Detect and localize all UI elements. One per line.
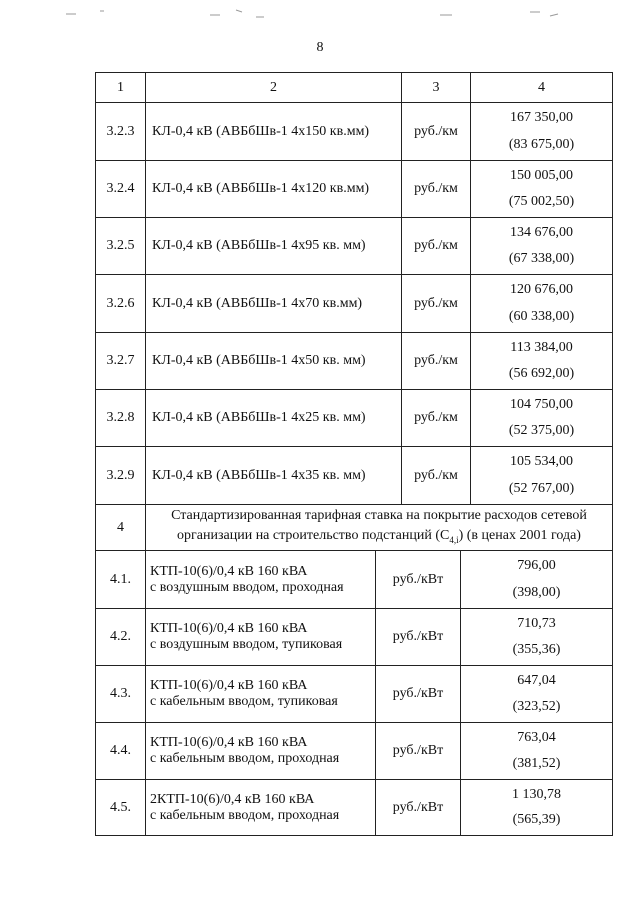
price-value-secondary: (398,00) xyxy=(512,584,561,600)
row-unit: руб./км xyxy=(402,390,471,446)
row-price xyxy=(461,723,612,779)
row-description xyxy=(146,780,376,835)
description-line-2: с кабельным вводом, тупиковая xyxy=(150,694,338,709)
description-line-1: КТП-10(6)/0,4 кВ 160 кВА xyxy=(150,678,308,693)
table-row xyxy=(96,390,612,447)
row-description xyxy=(146,666,376,722)
description-line-2: с воздушным вводом, тупиковая xyxy=(150,637,343,652)
header-col-3: 3 xyxy=(402,73,471,102)
row-price xyxy=(471,218,612,274)
row-price xyxy=(471,103,612,160)
price-value-secondary: (60 338,00) xyxy=(508,308,575,324)
price-value-secondary: (565,39) xyxy=(512,812,561,828)
description-line-1: КТП-10(6)/0,4 кВ 160 кВА xyxy=(150,735,308,750)
price-value-secondary: (67 338,00) xyxy=(508,251,575,266)
price-value: 167 350,00 xyxy=(510,110,573,126)
row-description: КЛ-0,4 кВ (АВБбШв-1 4х95 кв. мм) xyxy=(146,218,402,274)
row-price xyxy=(471,333,612,389)
table-row xyxy=(96,333,612,390)
row-description: КЛ-0,4 кВ (АВБбШв-1 4х25 кв. мм) xyxy=(146,390,402,446)
section-title-subscript: 4,i xyxy=(449,534,459,545)
row-description: КЛ-0,4 кВ (АВБбШв-1 4х50 кв. мм) xyxy=(146,333,402,389)
price-value-secondary: (323,52) xyxy=(512,699,561,714)
row-price xyxy=(471,390,612,446)
price-value: 150 005,00 xyxy=(510,168,573,183)
description-line-1: КТП-10(6)/0,4 кВ 160 кВА xyxy=(150,621,308,636)
description-line-1: КТП-10(6)/0,4 кВ 160 кВА xyxy=(150,563,308,579)
price-value: 104 750,00 xyxy=(510,397,573,412)
page-number: 8 xyxy=(316,40,324,55)
row-unit: руб./кВт xyxy=(376,723,461,779)
header-col-1: 1 xyxy=(96,73,146,102)
row-unit: руб./км xyxy=(402,218,471,274)
row-unit: руб./кВт xyxy=(376,666,461,722)
price-value-secondary: (56 692,00) xyxy=(508,366,575,381)
table-row xyxy=(96,103,612,161)
table-row xyxy=(96,723,612,780)
row-unit: руб./кВт xyxy=(376,551,461,608)
row-unit: руб./км xyxy=(402,161,471,217)
row-description xyxy=(146,723,376,779)
row-unit: руб./км xyxy=(402,333,471,389)
row-number: 3.2.5 xyxy=(96,218,146,274)
section-title-text: организации на строительство подстанций (С xyxy=(177,527,450,543)
row-price xyxy=(461,666,612,722)
row-price xyxy=(471,161,612,217)
row-unit: руб./км xyxy=(402,275,471,332)
row-number: 4.1. xyxy=(96,551,146,608)
row-unit: руб./кВт xyxy=(376,609,461,665)
description-line-2: с кабельным вводом, проходная xyxy=(150,751,340,766)
row-number: 3.2.7 xyxy=(96,333,146,389)
description-line-2: с воздушным вводом, проходная xyxy=(150,579,344,595)
price-value: 105 534,00 xyxy=(510,454,573,470)
price-value: 134 676,00 xyxy=(510,225,573,240)
description-line-2: с кабельным вводом, проходная xyxy=(150,807,340,823)
header-col-4: 4 xyxy=(538,79,545,95)
price-value: 710,73 xyxy=(517,616,556,631)
price-value: 1 130,78 xyxy=(512,786,561,802)
row-number: 4.4. xyxy=(96,723,146,779)
section-number: 4 xyxy=(96,505,146,550)
scan-artifact-marks xyxy=(60,6,580,20)
row-price xyxy=(461,551,612,608)
row-description xyxy=(146,609,376,665)
price-value-secondary: (52 767,00) xyxy=(508,480,575,496)
price-value: 113 384,00 xyxy=(510,340,573,355)
row-number: 4.2. xyxy=(96,609,146,665)
row-price xyxy=(461,780,612,835)
table-row xyxy=(96,275,612,333)
table-row xyxy=(96,161,612,218)
table-row xyxy=(96,666,612,723)
price-value-secondary: (83 675,00) xyxy=(508,136,575,152)
price-value-secondary: (381,52) xyxy=(512,756,561,771)
row-number: 3.2.8 xyxy=(96,390,146,446)
table-row xyxy=(96,551,612,609)
table-header-row xyxy=(96,73,612,103)
section-title-line-1: Стандартизированная тарифная ставка на покрытие расходов сетевой xyxy=(171,507,587,523)
row-price xyxy=(471,447,612,504)
row-number: 4.3. xyxy=(96,666,146,722)
row-price xyxy=(461,609,612,665)
row-number: 3.2.3 xyxy=(96,103,146,160)
row-number: 3.2.4 xyxy=(96,161,146,217)
tariff-table xyxy=(95,72,613,836)
price-value-secondary: (355,36) xyxy=(512,642,561,657)
table-row xyxy=(96,447,612,505)
row-number: 3.2.9 xyxy=(96,447,146,504)
table-row xyxy=(96,218,612,275)
price-value: 763,04 xyxy=(517,730,556,745)
price-value-secondary: (52 375,00) xyxy=(508,423,575,438)
price-value-secondary: (75 002,50) xyxy=(508,194,575,209)
row-description: КЛ-0,4 кВ (АВБбШв-1 4х120 кв.мм) xyxy=(146,161,402,217)
section-title-line-2 xyxy=(177,526,581,550)
table-row xyxy=(96,609,612,666)
row-unit: руб./кВт xyxy=(376,780,461,835)
header-col-2: 2 xyxy=(146,73,402,102)
section-title xyxy=(146,505,612,550)
row-description: КЛ-0,4 кВ (АВБбШв-1 4х150 кв.мм) xyxy=(146,103,402,160)
description-line-1: 2КТП-10(6)/0,4 кВ 160 кВА xyxy=(150,791,315,807)
row-unit: руб./км xyxy=(402,447,471,504)
row-price xyxy=(471,275,612,332)
row-unit: руб./км xyxy=(402,103,471,160)
price-value: 120 676,00 xyxy=(510,282,573,298)
price-value: 796,00 xyxy=(517,558,556,574)
row-number: 4.5. xyxy=(96,780,146,835)
row-description: КЛ-0,4 кВ (АВБбШв-1 4х70 кв.мм) xyxy=(146,275,402,332)
price-value: 647,04 xyxy=(517,673,556,688)
row-description: КЛ-0,4 кВ (АВБбШв-1 4х35 кв. мм) xyxy=(146,447,402,504)
section-header-row xyxy=(96,505,612,551)
row-number: 3.2.6 xyxy=(96,275,146,332)
table-row xyxy=(96,780,612,835)
section-title-suffix: ) (в ценах 2001 года) xyxy=(458,527,581,543)
row-description xyxy=(146,551,376,608)
